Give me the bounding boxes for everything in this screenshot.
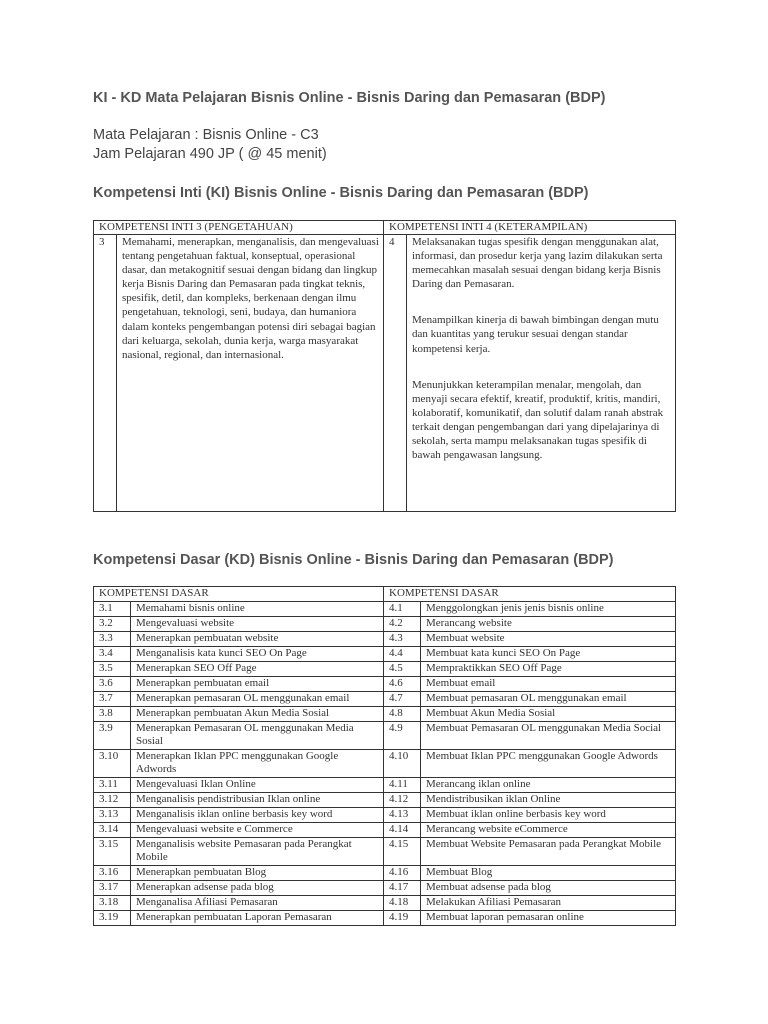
kd-pengetahuan-text: Menerapkan pembuatan Akun Media Sosial [131, 707, 384, 722]
kd-number-3: 3.4 [94, 647, 131, 662]
ki-table-row [94, 235, 676, 512]
kd-number-3: 3.18 [94, 896, 131, 911]
kd-table-row [94, 707, 676, 722]
kd-number-3: 3.5 [94, 662, 131, 677]
kd-number-4: 4.7 [384, 692, 421, 707]
kd-pengetahuan-text: Menganalisis website Pemasaran pada Perangkat Mobile [131, 838, 384, 866]
kd-number-4: 4.17 [384, 881, 421, 896]
kd-table-row [94, 722, 676, 750]
kd-table-row [94, 632, 676, 647]
document-title: KI - KD Mata Pelajaran Bisnis Online - Bisnis Daring dan Pemasaran (BDP) [93, 90, 606, 106]
ki-pengetahuan-text: Memahami, menerapkan, menganalisis, dan mengevaluasi tentang pengetahuan faktual, konseptual, operasional dasar, dan metakognitif sesuai dengan bidang dan lingkup kerja Bisnis Daring dan Pemasaran pada tingkat teknis, spesifik, detil, dan kompleks, berkenaan dengan ilmu pengetahuan, teknologi, seni, budaya, dan humaniora dalam konteks pengembangan potensi diri sebagai bagian dari keluarga, sekolah, dunia kerja, warga masyarakat nasional, regional, dan internasional. [117, 235, 384, 512]
kd-pengetahuan-text: Mengevaluasi Iklan Online [131, 778, 384, 793]
kd-number-3: 3.1 [94, 602, 131, 617]
kd-table-row [94, 750, 676, 778]
kd-number-3: 3.19 [94, 911, 131, 926]
kd-table-row [94, 911, 676, 926]
kd-keterampilan-text: Membuat email [421, 677, 676, 692]
kd-pengetahuan-text: Menerapkan adsense pada blog [131, 881, 384, 896]
kd-keterampilan-text: Membuat laporan pemasaran online [421, 911, 676, 926]
kd-number-4: 4.19 [384, 911, 421, 926]
ki-table-header [94, 221, 676, 235]
kd-number-4: 4.5 [384, 662, 421, 677]
kd-number-4: 4.9 [384, 722, 421, 750]
kd-number-3: 3.8 [94, 707, 131, 722]
kd-number-3: 3.13 [94, 808, 131, 823]
kd-keterampilan-text: Mempraktikkan SEO Off Page [421, 662, 676, 677]
kd-number-3: 3.9 [94, 722, 131, 750]
kd-keterampilan-text: Menggolongkan jenis jenis bisnis online [421, 602, 676, 617]
kd-table-row [94, 692, 676, 707]
kd-keterampilan-text: Membuat adsense pada blog [421, 881, 676, 896]
kd-number-4: 4.11 [384, 778, 421, 793]
kd-header-right: KOMPETENSI DASAR [384, 587, 676, 602]
kd-table-row [94, 823, 676, 838]
kd-number-3: 3.12 [94, 793, 131, 808]
kd-pengetahuan-text: Memahami bisnis online [131, 602, 384, 617]
kd-number-3: 3.14 [94, 823, 131, 838]
kd-number-4: 4.14 [384, 823, 421, 838]
kd-number-3: 3.15 [94, 838, 131, 866]
kd-number-4: 4.13 [384, 808, 421, 823]
kd-keterampilan-text: Merancang website eCommerce [421, 823, 676, 838]
kd-number-3: 3.10 [94, 750, 131, 778]
kd-number-3: 3.17 [94, 881, 131, 896]
kd-table-row [94, 896, 676, 911]
kd-keterampilan-text: Membuat Pemasaran OL menggunakan Media Social [421, 722, 676, 750]
kd-table-row [94, 617, 676, 632]
kd-heading: Kompetensi Dasar (KD) Bisnis Online - Bisnis Daring dan Pemasaran (BDP) [93, 552, 614, 568]
kd-table-row [94, 793, 676, 808]
ki-table [93, 220, 676, 512]
kd-keterampilan-text: Membuat Iklan PPC menggunakan Google Adwords [421, 750, 676, 778]
kd-number-3: 3.16 [94, 866, 131, 881]
kd-pengetahuan-text: Menganalisis pendistribusian Iklan online [131, 793, 384, 808]
kd-number-4: 4.18 [384, 896, 421, 911]
document-meta [93, 126, 327, 164]
kd-pengetahuan-text: Menerapkan SEO Off Page [131, 662, 384, 677]
kd-keterampilan-text: Membuat kata kunci SEO On Page [421, 647, 676, 662]
hours-line: Jam Pelajaran 490 JP ( @ 45 menit) [93, 146, 327, 162]
kd-number-4: 4.12 [384, 793, 421, 808]
kd-number-3: 3.3 [94, 632, 131, 647]
kd-number-4: 4.2 [384, 617, 421, 632]
kd-number-4: 4.6 [384, 677, 421, 692]
kd-table [93, 586, 676, 926]
kd-keterampilan-text: Membuat website [421, 632, 676, 647]
kd-number-4: 4.1 [384, 602, 421, 617]
kd-pengetahuan-text: Mengevaluasi website e Commerce [131, 823, 384, 838]
subject-line: Mata Pelajaran : Bisnis Online - C3 [93, 127, 319, 143]
kd-pengetahuan-text: Menerapkan Pemasaran OL menggunakan Media Sosial [131, 722, 384, 750]
kd-keterampilan-text: Mendistribusikan iklan Online [421, 793, 676, 808]
kd-keterampilan-text: Merancang website [421, 617, 676, 632]
kd-table-header [94, 587, 676, 602]
kd-keterampilan-text: Merancang iklan online [421, 778, 676, 793]
kd-number-4: 4.15 [384, 838, 421, 866]
ki-header-keterampilan: KOMPETENSI INTI 4 (KETERAMPILAN) [384, 221, 676, 235]
kd-number-4: 4.16 [384, 866, 421, 881]
kd-number-3: 3.6 [94, 677, 131, 692]
ki-paragraph: Menampilkan kinerja di bawah bimbingan dengan mutu dan kuantitas yang terukur sesuai dengan standar kompetensi kerja. [412, 314, 659, 355]
kd-pengetahuan-text: Menerapkan pembuatan Blog [131, 866, 384, 881]
ki-header-pengetahuan: KOMPETENSI INTI 3 (PENGETAHUAN) [94, 221, 384, 235]
kd-keterampilan-text: Membuat Blog [421, 866, 676, 881]
kd-table-row [94, 677, 676, 692]
kd-number-3: 3.7 [94, 692, 131, 707]
ki-paragraph: Melaksanakan tugas spesifik dengan menggunakan alat, informasi, dan prosedur kerja yang lazim dilakukan serta memecahkan masalah sesuai dengan bidang kerja Bisnis Daring dan Pemasaran. [412, 236, 663, 291]
kd-keterampilan-text: Membuat Akun Media Sosial [421, 707, 676, 722]
kd-header-left: KOMPETENSI DASAR [94, 587, 384, 602]
kd-number-3: 3.11 [94, 778, 131, 793]
kd-pengetahuan-text: Menerapkan pemasaran OL menggunakan email [131, 692, 384, 707]
kd-table-row [94, 778, 676, 793]
kd-number-4: 4.4 [384, 647, 421, 662]
kd-pengetahuan-text: Menerapkan pembuatan website [131, 632, 384, 647]
kd-keterampilan-text: Membuat iklan online berbasis key word [421, 808, 676, 823]
kd-pengetahuan-text: Menganalisa Afiliasi Pemasaran [131, 896, 384, 911]
kd-number-4: 4.3 [384, 632, 421, 647]
kd-number-4: 4.8 [384, 707, 421, 722]
kd-table-row [94, 647, 676, 662]
ki-heading: Kompetensi Inti (KI) Bisnis Online - Bisnis Daring dan Pemasaran (BDP) [93, 185, 589, 201]
kd-table-row [94, 881, 676, 896]
kd-number-4: 4.10 [384, 750, 421, 778]
kd-table-row [94, 602, 676, 617]
kd-pengetahuan-text: Mengevaluasi website [131, 617, 384, 632]
ki-keterampilan-text [407, 235, 676, 512]
ki-paragraph: Menunjukkan keterampilan menalar, mengolah, dan menyaji secara efektif, kreatif, produktif, kritis, mandiri, kolaboratif, komunikatif, dan solutif dalam ranah abstrak terkait dengan pengembangan dari yang dipelajarinya di sekolah, serta mampu melaksanakan tugas spesifik di bawah pengawasan langsung. [412, 378, 664, 462]
kd-table-row [94, 808, 676, 823]
ki-number: 3 [94, 235, 117, 512]
kd-pengetahuan-text: Menerapkan pembuatan email [131, 677, 384, 692]
kd-table-row [94, 662, 676, 677]
kd-keterampilan-text: Membuat pemasaran OL menggunakan email [421, 692, 676, 707]
ki-number: 4 [384, 235, 407, 512]
kd-number-3: 3.2 [94, 617, 131, 632]
kd-pengetahuan-text: Menerapkan pembuatan Laporan Pemasaran [131, 911, 384, 926]
kd-keterampilan-text: Melakukan Afiliasi Pemasaran [421, 896, 676, 911]
kd-pengetahuan-text: Menganalisis kata kunci SEO On Page [131, 647, 384, 662]
kd-keterampilan-text: Membuat Website Pemasaran pada Perangkat Mobile [421, 838, 676, 866]
kd-pengetahuan-text: Menerapkan Iklan PPC menggunakan Google Adwords [131, 750, 384, 778]
kd-pengetahuan-text: Menganalisis iklan online berbasis key word [131, 808, 384, 823]
kd-table-row [94, 866, 676, 881]
kd-table-row [94, 838, 676, 866]
